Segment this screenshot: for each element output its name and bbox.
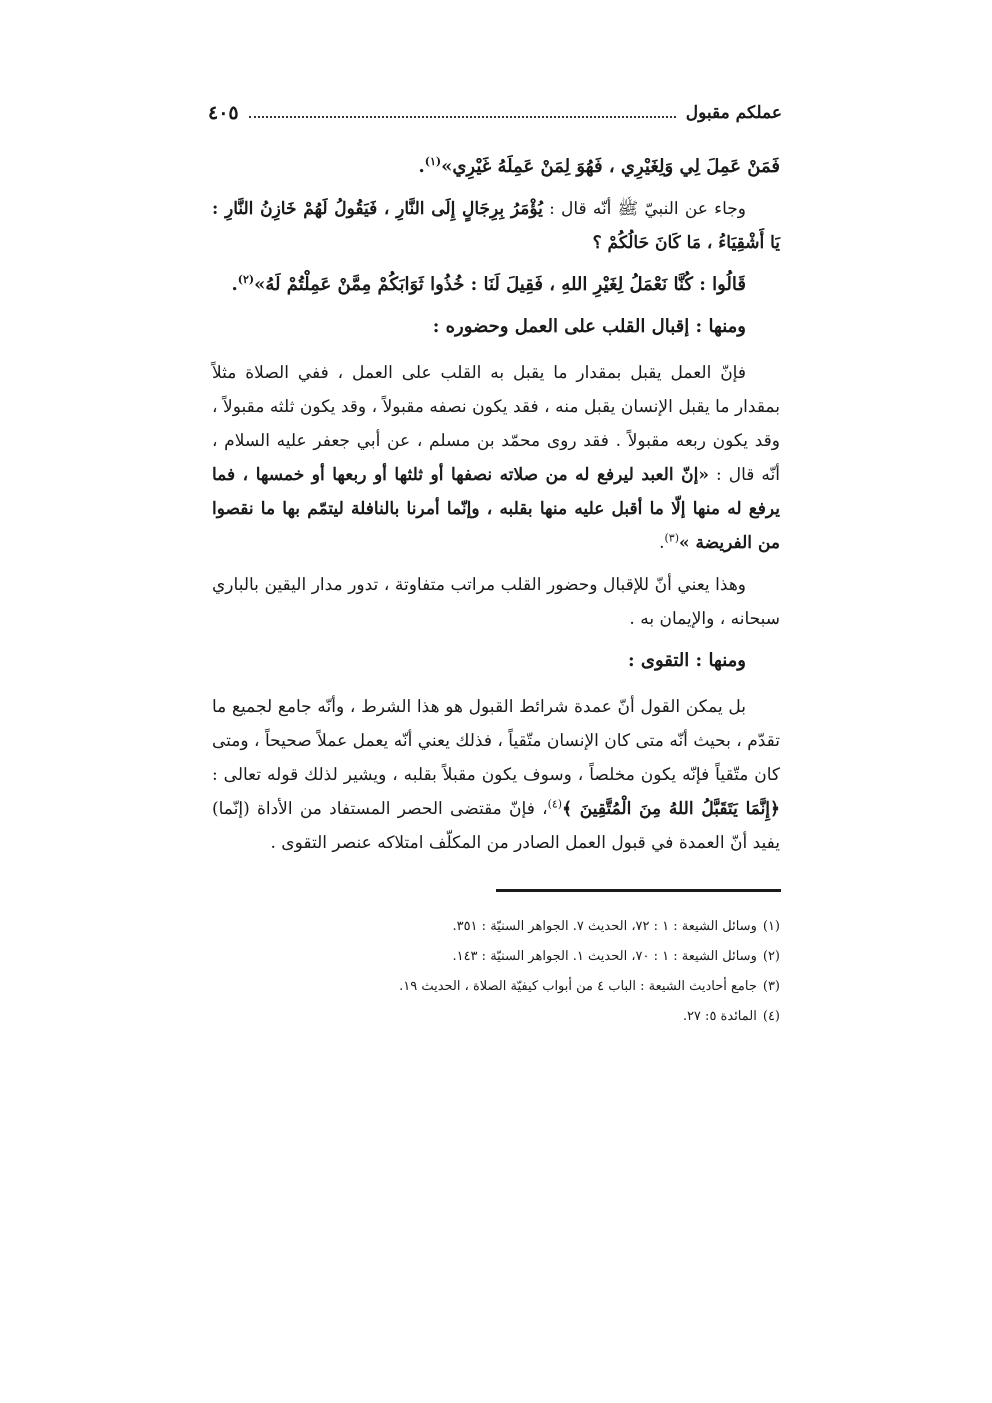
paragraph-taqwa [212, 690, 780, 860]
hadith-abu-jafar-quote: «إنّ العبد ليرفع له من صلاته نصفها أو ثلثها أو ربعها أو خمسها ، فما يرفع له منها إلّا ما أقبل عليه منها بقلبه ، وإنّما أمرنا بالنافلة ليتمّم بها ما نقصوا من الفريضة » [212, 465, 780, 553]
footnote-item [212, 1002, 780, 1032]
footnote-ref-2: (٢) [237, 273, 255, 286]
paragraph-heart-presence [212, 356, 780, 560]
running-title: عملكم مقبول [685, 103, 782, 123]
heading-title-1: إقبال القلب على العمل وحضوره : [432, 316, 690, 337]
prophet-hadith-quote: يُؤْمَرُ بِرِجَالٍ إِلَى النَّارِ ، فَيَقُولُ لَهُمْ خَازِنُ النَّارِ : يَا أَشْقِيَاءُ ، مَا كَانَ حَالُكُمْ ؟ [212, 199, 780, 253]
quran-verse-quote: ﴿إِنَّمَا يَتَقَبَّلُ اللهُ مِنَ الْمُتَّقِينَ ﴾ [562, 799, 780, 819]
paragraph-levels: وهذا يعني أنّ للإقبال وحضور القلب مراتب متفاوتة ، تدور مدار اليقين بالباري سبحانه ، والإيمان به . [212, 575, 780, 629]
footnote-number: (٢) [762, 949, 780, 964]
section-heading-taqwa [212, 644, 780, 678]
footnote-number: (٣) [762, 979, 780, 994]
hadith-reply-quote: قَالُوا : كُنَّا نَعْمَلُ لِغَيْرِ اللهِ ، فَقِيلَ لَنَا : خُذُوا ثَوَابَكُمْ مِمَّنْ عَمِلْتُمْ لَهُ» [254, 274, 746, 295]
footnote-number: (١) [762, 919, 780, 934]
footnote-item [212, 942, 780, 972]
footnote-text: وسائل الشيعة : ١ : ٧٢، الحديث ٧. الجواهر السنيّة : ٣٥١. [452, 919, 757, 934]
footnotes [212, 912, 780, 1032]
paragraph-prophet-intro: وجاء عن النبيّ ﷺ أنّه قال : [542, 199, 747, 219]
page-header [208, 96, 782, 130]
footnote-text: وسائل الشيعة : ١ : ٧٠، الحديث ١. الجواهر السنيّة : ١٤٣. [452, 949, 757, 964]
paragraph-taqwa-rest: ، فإنّ مقتضى الحصر المستفاد من الأداة (إنّما) يفيد أنّ العمدة في قبول العمل الصادر من المكلّف امتلاكه عنصر التقوى . [212, 799, 780, 853]
footnote-number: (٤) [762, 1009, 780, 1024]
paragraph-heart-presence-text: فإنّ العمل يقبل بمقدار ما يقبل به القلب على العمل ، ففي الصلاة مثلاً بمقدار ما يقبل الإنسان يقبل منه ، فقد يكون نصفه مقبولاً ، وقد يكون ثلثه مقبولاً ، وقد يكون ربعه مقبولاً . فقد روى محمّد بن مسلم ، عن أبي جعفر عليه السلام ، أنّه قال : [212, 363, 780, 485]
hadith-line-1: فَمَنْ عَمِلَ لِي وَلِغَيْرِي ، فَهُوَ لِمَنْ عَمِلَهُ غَيْرِي» [441, 156, 780, 177]
footnote-ref-4: (٤) [547, 797, 563, 811]
footnote-item [212, 912, 780, 942]
paragraph-taqwa-text: بل يمكن القول أنّ عمدة شرائط القبول هو هذا الشرط ، وأنّه جامع لجميع ما تقدّم ، بحيث أنّه متى كان الإنسان متّقياً ، فذلك يعني أنّه يعمل عملاً صحيحاً ، ومتى كان متّقياً فإنّه يكون مخلصاً ، وسوف يكون مقبلاً بقلبه ، ويشير لذلك قوله تعالى : [212, 697, 780, 785]
heading-prefix-1: ومنها : [689, 316, 746, 337]
footnote-text: جامع أحاديث الشيعة : الباب ٤ من أبواب كيفيّة الصلاة ، الحديث ١٩. [399, 979, 757, 994]
footnote-item [212, 972, 780, 1002]
heading-prefix-2: ومنها : [689, 650, 746, 671]
leader-dots [249, 116, 676, 118]
footnote-separator [496, 889, 781, 892]
paragraph-hadith-reply [212, 268, 780, 302]
hadith-continuation [212, 150, 780, 184]
heading-title-2: التقوى : [627, 650, 690, 671]
hadith-line-1-end: . [418, 156, 425, 177]
page-number: ٤٠٥ [208, 102, 239, 124]
hadith-reply-end: . [231, 274, 238, 295]
paragraph-heart-presence-end: . [659, 533, 665, 553]
footnote-ref-3: (٣) [664, 531, 680, 545]
section-heading-heart-presence [212, 310, 780, 344]
footnote-ref-1: (١) [424, 155, 442, 168]
paragraph-prophet-hadith [212, 192, 780, 260]
main-text [212, 150, 780, 868]
footnote-text: المائدة ٥: ٢٧. [682, 1009, 757, 1024]
